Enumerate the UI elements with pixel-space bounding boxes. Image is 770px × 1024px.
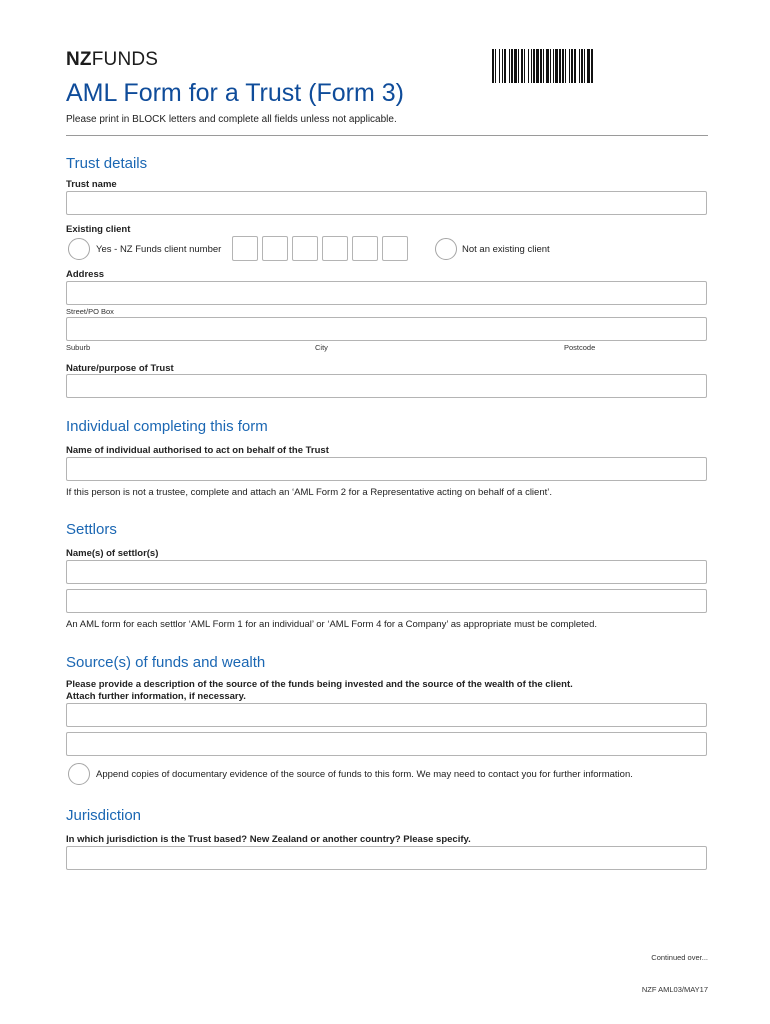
- city-caption: City: [315, 343, 328, 352]
- settlor-name-field-1[interactable]: [66, 560, 707, 584]
- settlors-note: An AML form for each settlor ‘AML Form 1 for an individual’ or ‘AML Form 4 for a Company’ as appropriate must be completed.: [66, 619, 597, 630]
- barcode-icon: [492, 49, 708, 83]
- sources-field-1[interactable]: [66, 703, 707, 727]
- individual-note: If this person is not a trustee, complete and attach an ‘AML Form 2 for a Representative acting on behalf of a client’.: [66, 487, 552, 498]
- settlors-names-label: Name(s) of settlor(s): [66, 548, 159, 559]
- header-divider: [66, 135, 708, 136]
- nature-label: Nature/purpose of Trust: [66, 363, 174, 374]
- sources-field-2[interactable]: [66, 732, 707, 756]
- append-evidence-label: Append copies of documentary evidence of the source of funds to this form. We may need to contact you for further information.: [96, 769, 633, 780]
- settlor-name-field-2[interactable]: [66, 589, 707, 613]
- jurisdiction-field[interactable]: [66, 846, 707, 870]
- append-evidence-radio[interactable]: [68, 763, 90, 785]
- client-number-digit-3[interactable]: [292, 236, 318, 261]
- street-field[interactable]: [66, 281, 707, 305]
- intro-text: Please print in BLOCK letters and complete all fields unless not applicable.: [66, 114, 397, 125]
- client-number-digit-1[interactable]: [232, 236, 258, 261]
- sources-heading: Source(s) of funds and wealth: [66, 654, 266, 671]
- existing-client-yes-label: Yes - NZ Funds client number: [96, 244, 222, 255]
- form-code: NZF AML03/MAY17: [641, 985, 708, 994]
- address-label: Address: [66, 269, 105, 280]
- individual-name-label: Name of individual authorised to act on behalf of the Trust: [66, 445, 329, 456]
- logo-funds: FUNDS: [91, 49, 159, 70]
- nz-funds-logo: [66, 49, 158, 71]
- street-caption: Street/PO Box: [66, 307, 114, 316]
- sources-desc-line2: Attach further information, if necessary.: [66, 691, 246, 702]
- client-number-digit-2[interactable]: [262, 236, 288, 261]
- suburb-city-postcode-field[interactable]: [66, 317, 707, 341]
- sources-desc-line1: Please provide a description of the source of the funds being invested and the source of the wealth of the client.: [66, 679, 573, 690]
- trust-name-label: Trust name: [66, 179, 117, 190]
- jurisdiction-question: In which jurisdiction is the Trust based? New Zealand or another country? Please specify.: [66, 834, 471, 845]
- trust-name-field[interactable]: [66, 191, 707, 215]
- suburb-caption: Suburb: [66, 343, 91, 352]
- postcode-caption: Postcode: [564, 343, 596, 352]
- existing-client-yes-radio[interactable]: [68, 238, 90, 260]
- nature-field[interactable]: [66, 374, 707, 398]
- client-number-digit-6[interactable]: [382, 236, 408, 261]
- not-existing-client-label: Not an existing client: [462, 244, 550, 255]
- settlors-heading: Settlors: [66, 521, 117, 538]
- not-existing-client-radio[interactable]: [435, 238, 457, 260]
- client-number-digit-5[interactable]: [352, 236, 378, 261]
- trust-details-heading: Trust details: [66, 155, 148, 172]
- existing-client-label: Existing client: [66, 224, 131, 235]
- jurisdiction-heading: Jurisdiction: [66, 807, 142, 824]
- client-number-digit-4[interactable]: [322, 236, 348, 261]
- individual-heading: Individual completing this form: [66, 418, 268, 435]
- continued-over-text: Continued over...: [651, 953, 708, 962]
- page-title: AML Form for a Trust (Form 3): [66, 79, 405, 107]
- individual-name-field[interactable]: [66, 457, 707, 481]
- logo-nz: NZ: [66, 49, 92, 70]
